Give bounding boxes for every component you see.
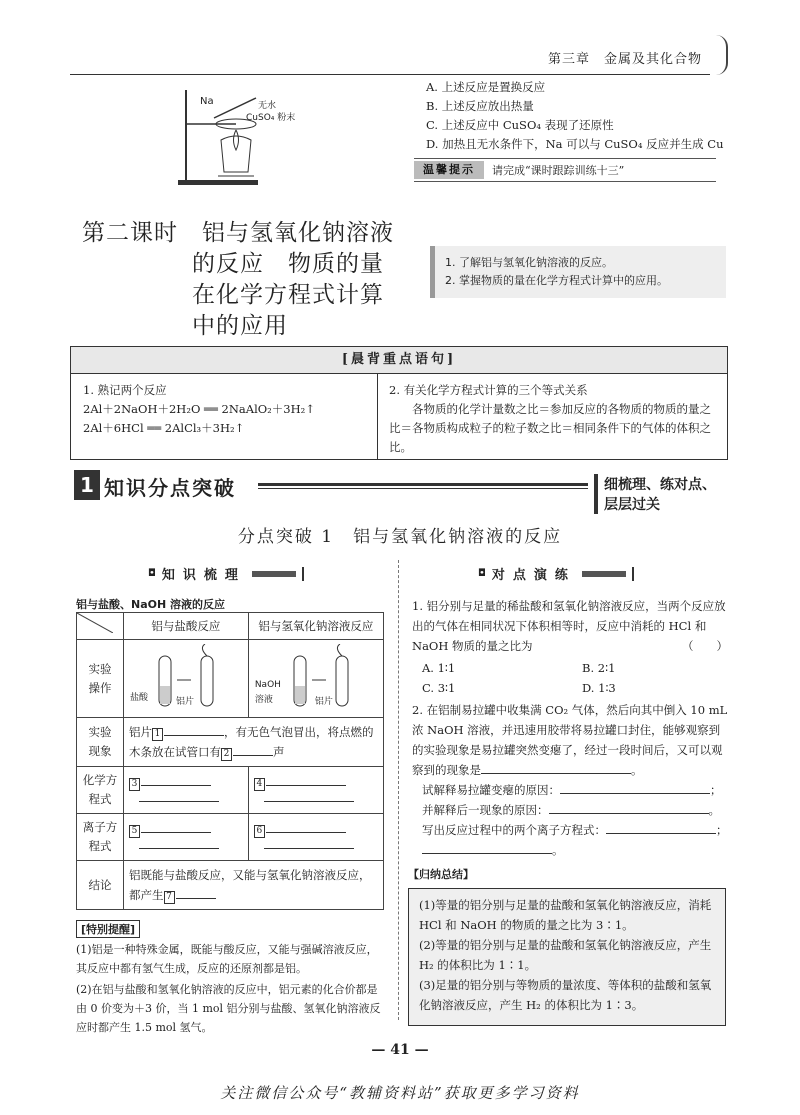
table-title: 铝与盐酸、NaOH 溶液的反应 [76, 598, 226, 611]
left-head-label: 知识梳理 [161, 568, 246, 583]
question-1-paren: （ ） [682, 639, 728, 653]
conclusion-cell: 铝既能与盐酸反应，又能与氢氧化钠溶液反应，都产生 7 [124, 861, 384, 910]
question-2-line-4: 写出反应过程中的两个离子方程式： [422, 823, 606, 837]
goal-1: 1. 了解铝与氢氧化钠溶液的反应。 [445, 256, 613, 269]
table-row [77, 640, 384, 718]
test-tube [336, 656, 348, 706]
learning-goals [430, 246, 726, 298]
note-1: (1)铝是一种特殊金属，既能与酸反应，又能与强碱溶液反应，其反应中都有氢气生成，反应的还原剂都是铝。 [76, 943, 378, 975]
key-box-right [389, 381, 719, 457]
label-hcl: 盐酸 [130, 693, 149, 703]
key-box-left [83, 381, 315, 438]
goal-2: 2. 掌握物质的量在化学方程式计算中的应用。 [445, 274, 668, 287]
table-row [77, 718, 384, 767]
lesson-title-line-2: 的反应 物质的量 [192, 251, 384, 277]
lesson-title-line-4: 中的应用 [192, 313, 288, 339]
column-divider [398, 560, 399, 1020]
flame [234, 130, 239, 150]
row-label-operation: 实验 操作 [77, 640, 124, 718]
pin-icon: ◘ [148, 568, 156, 579]
left-head-bar [252, 571, 296, 577]
naoh-liquid [295, 686, 305, 704]
label-naoh-1: NaOH [254, 680, 281, 690]
lesson-title-line-1: 第二课时 铝与氢氧化钠溶液 [82, 220, 394, 246]
key-left-title: 1. 熟记两个反应 [83, 383, 167, 397]
tip-bar [414, 158, 716, 182]
summary-heading: 【归纳总结】 [408, 868, 474, 881]
summary-2: (2)等量的铝分别与足量的盐酸和氢氧化钠溶液反应，产生 H₂ 的体积比为 1∶1。 [419, 938, 712, 972]
notes-heading: [特别提醒] [76, 920, 140, 938]
label-al-2: 铝片 [314, 697, 333, 707]
ionic-cell-5: 5 [124, 814, 249, 861]
row-label-phenomenon: 实验 现象 [77, 718, 124, 767]
tip-label: 温馨提示 [414, 161, 484, 179]
question-2: 2. 在铝制易拉罐中收集满 CO₂ 气体，然后向其中倒入 10 mL 浓 NaOH 溶液，并迅速用胶带将易拉罐口封住，能够观察到的实验现象是易拉罐突然变瘪了，经过一段时间后，又可以观察到的现象是 。 试解释易拉罐变瘪的原因： ； 并解释后一现象的原因： 。 写出反应过程中的两个离子方程式： ； 。 [412, 703, 728, 857]
row-label-ionic: 离子方 程式 [77, 814, 124, 861]
footer-notice: 关注微信公众号“教辅资料站”获取更多学习资料 [220, 1084, 580, 1102]
section-number: 1 [74, 470, 100, 500]
splint [202, 644, 207, 656]
option-b: B. 上述反应放出热量 [426, 99, 534, 113]
equation-2: 2Al＋6HCl ══ 2AlCl₃＋3H₂↑ [83, 421, 245, 435]
key-sentences-box [70, 346, 728, 460]
row-label-conclusion: 结论 [77, 861, 124, 910]
right-head-label: 对点演练 [491, 568, 576, 583]
chapter-bracket-decoration [716, 35, 728, 75]
left-column-head [148, 564, 304, 583]
apparatus-figure [176, 80, 296, 188]
label-al: 铝片 [176, 697, 195, 707]
option-d: D. 加热且无水条件下，Na 可以与 CuSO₄ 反应并生成 Cu [426, 137, 724, 151]
reaction-table [76, 612, 384, 910]
row-label-equation: 化学方 程式 [77, 767, 124, 814]
page-number: — 41 — [371, 1042, 429, 1058]
ionic-cell-6: 6 [248, 814, 383, 861]
note-2: (2)在铝与盐酸和氢氧化钠溶液的反应中，铝元素的化合价都是由 0 价变为＋3 价，当 1 mol 铝分别与盐酸、氢氧化钠溶液反应时都产生 1.5 mol 氢气。 [76, 983, 381, 1034]
banner-rule-thin [258, 488, 588, 489]
subsection-title: 分点突破 1 铝与氢氧化钠溶液的反应 [237, 527, 563, 547]
question-1 [412, 596, 728, 656]
summary-box [408, 888, 726, 1026]
summary-1: (1)等量的铝分别与足量的盐酸和氢氧化钠溶液反应，消耗 HCl 和 NaOH 的物质的量之比为 3∶1。 [419, 898, 712, 932]
equation-1: 2Al＋2NaOH＋2H₂O ══ 2NaAlO₂＋3H₂↑ [83, 402, 315, 416]
table-header-row [77, 613, 384, 640]
table-row [77, 767, 384, 814]
corner-diagonal [77, 613, 113, 633]
operation-hcl-cell [124, 640, 249, 718]
section-title: 知识分点突破 [104, 476, 236, 500]
right-column-head [478, 564, 634, 583]
q1-option-c: C. 3∶1 [422, 681, 456, 695]
question-2-line-3: 并解释后一现象的原因： [422, 803, 549, 817]
q1-option-b: B. 2∶1 [582, 661, 616, 675]
table-corner-cell [77, 613, 124, 640]
col-header-hcl: 铝与盐酸反应 [124, 613, 249, 640]
table-row [77, 814, 384, 861]
label-reagent-1: 无水 [258, 101, 277, 111]
key-right-text: 各物质的化学计量数之比＝参加反应的各物质的物质的量之比＝各物质构成粒子的粒子数之比＝相同条件下的气体的体积之比。 [389, 402, 711, 454]
right-head-bar [582, 571, 626, 577]
section-banner [74, 470, 726, 513]
banner-rule-thick [258, 483, 588, 486]
operation-naoh-cell [248, 640, 383, 718]
col-header-naoh: 铝与氢氧化钠溶液反应 [248, 613, 383, 640]
option-a: A. 上述反应是置换反应 [426, 80, 546, 94]
q1-option-a: A. 1∶1 [422, 661, 456, 675]
splint [337, 644, 342, 656]
acid-liquid [160, 686, 170, 704]
question-1-text: 1. 铝分别与足量的稀盐酸和氢氧化钠溶液反应，当两个反应放出的气体在相同状况下体积相等时，反应中消耗的 HCl 和 NaOH 物质的量之比为 [412, 599, 726, 653]
key-box-heading: [晨背重点语句] [71, 347, 727, 374]
stand-base [178, 180, 258, 185]
section-subtitle: 细梳理、练对点、层层过关 [594, 474, 726, 514]
header-rule [70, 74, 710, 75]
pin-icon: ◘ [478, 568, 486, 579]
label-naoh-2: 溶液 [254, 695, 273, 705]
option-c: C. 上述反应中 CuSO₄ 表现了还原性 [426, 118, 614, 132]
alcohol-lamp [221, 136, 251, 172]
phenomenon-cell: 铝片 1 ，有无色气泡冒出，将点燃的木条放在试管口有 2 声 [124, 718, 384, 767]
key-right-title: 2. 有关化学方程式计算的三个等式关系 [389, 383, 588, 397]
lesson-title [82, 218, 394, 342]
right-head-tick [632, 567, 634, 581]
summary-3: (3)足量的铝分别与等物质的量浓度、等体积的盐酸和氢氧化钠溶液反应，产生 H₂ 的体积比为 1∶3。 [419, 978, 712, 1012]
left-head-tick [302, 567, 304, 581]
question-2-text: 2. 在铝制易拉罐中收集满 CO₂ 气体，然后向其中倒入 10 mL 浓 NaOH 溶液，并迅速用胶带将易拉罐口封住，能够观察到的实验现象是易拉罐突然变瘪了，经过一段时间后，又可以观察到的现象是 [412, 703, 728, 777]
question-1-options [412, 658, 728, 698]
key-box-divider [377, 373, 378, 459]
equation-cell-4: 4 [248, 767, 383, 814]
q1-option-d: D. 1∶3 [582, 681, 616, 695]
label-na: Na [200, 96, 214, 107]
chapter-title: 第三章 金属及其化合物 [548, 52, 703, 67]
test-tube [201, 656, 213, 706]
question-2-line-2: 试解释易拉罐变瘪的原因： [422, 783, 560, 797]
tip-text: 请完成“课时跟踪训练十三” [492, 164, 625, 177]
label-reagent-2: CuSO₄ 粉末 [246, 113, 296, 123]
equation-cell-3: 3 [124, 767, 249, 814]
lesson-title-line-3: 在化学方程式计算 [192, 282, 384, 308]
table-row [77, 861, 384, 910]
